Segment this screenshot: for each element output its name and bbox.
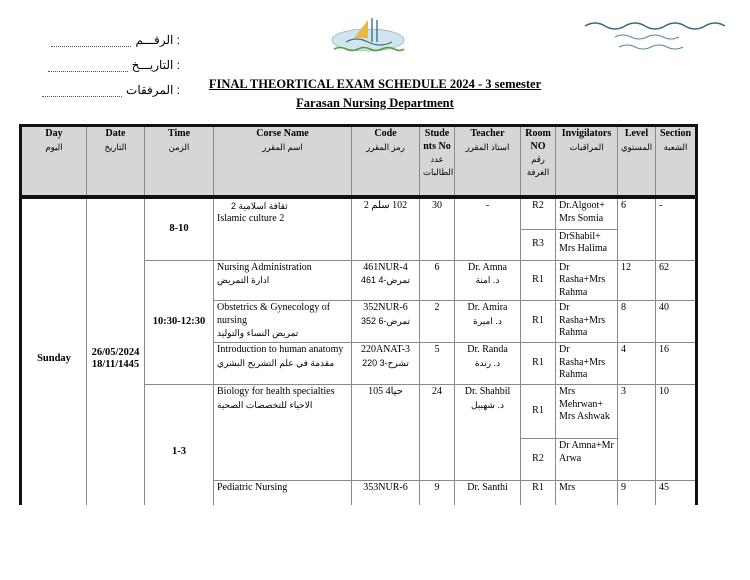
day-cell: Sunday [21,197,87,505]
invigilators-cell: Dr Rasha+Mrs Rahma [556,301,618,343]
col-course-name: Corse Name اسم المقرر [214,126,352,198]
level-cell: 6 [618,197,656,260]
section-cell: 62 [656,260,697,301]
ref-attachments-field: : المرفقات [30,72,180,97]
table-row [21,197,697,229]
level-cell: 9 [618,481,656,506]
code-cell: 105 حيا4 [352,385,420,481]
col-invigilators: Invigilators المراقبات [556,126,618,198]
invigilators-cell: Dr.Algoot+ Mrs Somia [556,197,618,229]
level-cell: 3 [618,385,656,481]
room-cell: R2 [521,439,556,481]
teacher-cell: Dr. Santhi [455,481,521,506]
code-cell: 102 سلم 2 [352,197,420,260]
code-cell: 352NUR-6 352 تمرض-6 [352,301,420,343]
invigilators-cell: Mrs [556,481,618,506]
room-cell: R1 [521,481,556,506]
level-cell: 8 [618,301,656,343]
section-cell: - [656,197,697,260]
course-name-cell: ثقافة اسلامية 2 Islamic culture 2 [214,197,352,260]
col-students: Stude nts No عدد الطالبات [420,126,455,198]
col-section: Section الشعبة [656,126,697,198]
teacher-cell: Dr. Randa د. رندة [455,343,521,385]
col-code: Code رمز المقرر [352,126,420,198]
room-cell: R1 [521,385,556,439]
code-cell: 461NUR-4 461 تمرض-4 [352,260,420,301]
students-cell: 5 [420,343,455,385]
course-name-cell: Nursing Administration ادارة التمريض [214,260,352,301]
time-slot-cell: 1-3 [145,385,214,506]
students-cell: 9 [420,481,455,506]
invigilators-cell: Dr Amna+Mr Arwa [556,439,618,481]
invigilators-cell: Dr Rasha+Mrs Rahma [556,343,618,385]
teacher-cell: Dr. Amira د. اميرة [455,301,521,343]
invigilators-cell: Mrs Mehrwan+ Mrs Ashwak [556,385,618,439]
room-cell: R1 [521,301,556,343]
page-title: FINAL THEORTICAL EXAM SCHEDULE 2024 - 3 semester [208,77,542,91]
time-slot-cell: 10:30-12:30 [145,260,214,385]
students-cell: 24 [420,385,455,481]
section-cell: 10 [656,385,697,481]
students-cell: 6 [420,260,455,301]
col-day: Day اليوم [21,126,87,198]
course-name-cell: Introduction to human anatomy مقدمة في علم التشريح البشري [214,343,352,385]
room-cell: R3 [521,229,556,260]
invigilators-cell: Dr Rasha+Mrs Rahma [556,260,618,301]
table-header-row [21,126,697,198]
invigilators-cell: DrShabil+ Mrs Halima [556,229,618,260]
date-cell: 26/05/2024 18/11/1445 [87,197,145,505]
col-level: Level المستوي [618,126,656,198]
level-cell: 4 [618,343,656,385]
code-cell: 353NUR-6 [352,481,420,506]
col-room: Room NO رقم الغرفة [521,126,556,198]
room-cell: R2 [521,197,556,229]
students-cell: 2 [420,301,455,343]
level-cell: 12 [618,260,656,301]
room-cell: R1 [521,260,556,301]
room-cell: R1 [521,343,556,385]
col-time: Time الزمن [145,126,214,198]
course-name-cell: Biology for health specialties الاحياء للتخصصات الصحية [214,385,352,481]
ref-date-field: : التاريـــخ [30,47,180,72]
exam-schedule-table [19,124,698,505]
time-slot-cell: 8-10 [145,197,214,260]
department-subtitle: Farasan Nursing Department [296,96,454,110]
section-cell: 40 [656,301,697,343]
teacher-cell: Dr. Shahbil د. شهبيل [455,385,521,481]
teacher-cell: - [455,197,521,260]
teacher-cell: Dr. Amna د. امنة [455,260,521,301]
code-cell: 220ANAT-3 220 تشرح-3 [352,343,420,385]
col-date: Date التاريخ [87,126,145,198]
col-teacher: Teacher استاذ المقرر [455,126,521,198]
section-cell: 45 [656,481,697,506]
section-cell: 16 [656,343,697,385]
ref-number-field: : الرقـــم [30,22,180,47]
students-cell: 30 [420,197,455,260]
course-name-cell: Obstetrics & Gynecology of nursing تمريض النساء والتوليد [214,301,352,343]
course-name-cell: Pediatric Nursing [214,481,352,506]
